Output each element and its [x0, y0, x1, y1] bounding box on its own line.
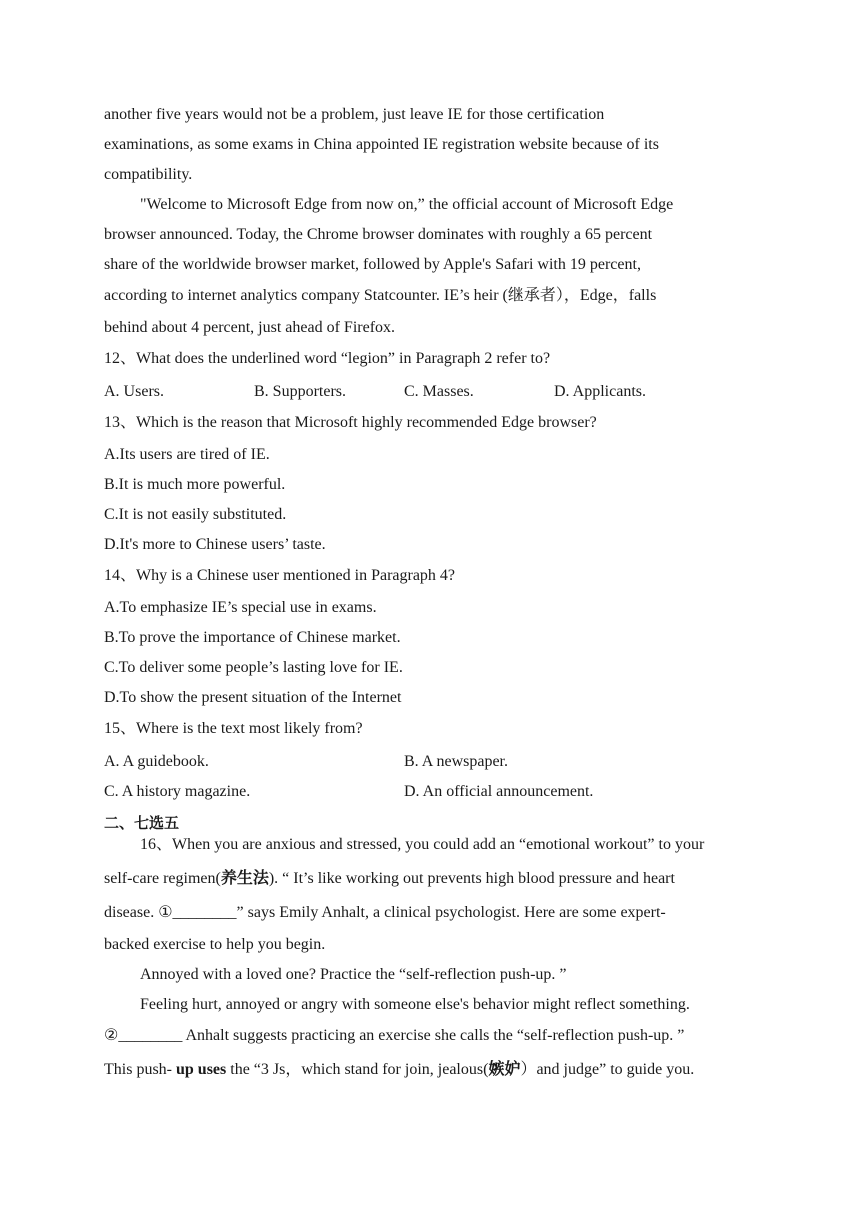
question-15-stem: 15、Where is the text most likely from? [104, 720, 363, 737]
chinese-gloss: 嫉妒 [488, 1061, 521, 1078]
text-run: self-care regimen( [104, 870, 221, 887]
question-13-option-d: D.It's more to Chinese users’ taste. [104, 536, 326, 553]
chinese-gloss: 养生法 [220, 870, 269, 887]
section-passage-line [104, 869, 675, 889]
section-passage-line: Feeling hurt, annoyed or angry with someone else's behavior might reflect something. [140, 996, 690, 1013]
question-14-option-c: C.To deliver some people’s lasting love for IE. [104, 659, 403, 676]
question-13-option-b: B.It is much more powerful. [104, 476, 286, 493]
question-12-option-c: C. Masses. [404, 383, 474, 400]
question-14-option-d: D.To show the present situation of the Internet [104, 689, 402, 706]
question-15-option-b: B. A newspaper. [404, 753, 508, 770]
section-passage-line: backed exercise to help you begin. [104, 936, 326, 953]
bold-text: up uses [176, 1061, 227, 1078]
question-13-option-a: A.Its users are tired of IE. [104, 446, 270, 463]
section-passage-line: 16、When you are anxious and stressed, you could add an “emotional workout” to your [140, 836, 705, 853]
passage-line: share of the worldwide browser market, followed by Apple's Safari with 19 percent, [104, 256, 641, 273]
section-heading: 二、七选五 [104, 814, 180, 832]
passage-line: behind about 4 percent, just ahead of Firefox. [104, 319, 396, 336]
passage-line: examinations, as some exams in China appointed IE registration website because of its [104, 136, 659, 153]
section-passage-line: disease. ①________” says Emily Anhalt, a clinical psychologist. Here are some expert- [104, 904, 666, 921]
section-passage-line [104, 1060, 694, 1080]
question-13-stem: 13、Which is the reason that Microsoft highly recommended Edge browser? [104, 414, 597, 431]
question-12-option-b: B. Supporters. [254, 383, 346, 400]
question-15-option-d: D. An official announcement. [404, 783, 594, 800]
text-run: ）and judge” to guide you. [520, 1061, 695, 1078]
passage-line: browser announced. Today, the Chrome browser dominates with roughly a 65 percent [104, 226, 653, 243]
question-15-option-a: A. A guidebook. [104, 753, 209, 770]
question-12-option-a: A. Users. [104, 383, 164, 400]
passage-line: according to internet analytics company Statcounter. IE’s heir (继承者），Edge，falls [104, 287, 657, 304]
question-13-option-c: C.It is not easily substituted. [104, 506, 287, 523]
question-14-stem: 14、Why is a Chinese user mentioned in Paragraph 4? [104, 567, 456, 584]
passage-line: compatibility. [104, 166, 193, 183]
section-passage-line: Annoyed with a loved one? Practice the “self-reflection push-up. ” [140, 966, 567, 983]
text-run: ). “ It’s like working out prevents high blood pressure and heart [268, 870, 675, 887]
question-12-option-d: D. Applicants. [554, 383, 646, 400]
question-14-option-a: A.To emphasize IE’s special use in exams. [104, 599, 377, 616]
question-14-option-b: B.To prove the importance of Chinese market. [104, 629, 401, 646]
text-run: the “3 Js，which stand for join, jealous( [226, 1061, 489, 1078]
text-run: This push- [104, 1061, 176, 1078]
section-passage-line: ②________ Anhalt suggests practicing an exercise she calls the “self-reflection push-up. ” [104, 1027, 685, 1044]
passage-line: another five years would not be a problem, just leave IE for those certification [104, 106, 605, 123]
question-15-option-c: C. A history magazine. [104, 783, 251, 800]
passage-line: "Welcome to Microsoft Edge from now on,” the official account of Microsoft Edge [140, 196, 674, 213]
question-12-stem: 12、What does the underlined word “legion” in Paragraph 2 refer to? [104, 350, 551, 367]
